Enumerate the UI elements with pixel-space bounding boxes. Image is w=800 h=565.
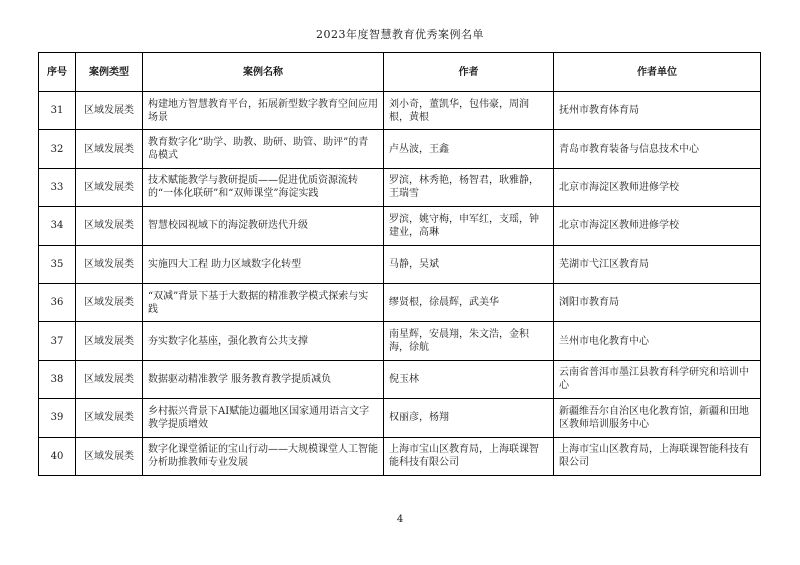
- case-org-cell: 兰州市电化教育中心: [554, 322, 761, 360]
- table-header-row: [39, 53, 761, 92]
- header-case-type: 案例类型: [76, 53, 143, 92]
- table-row: [39, 322, 761, 360]
- case-org-cell: 抚州市教育体育局: [554, 92, 761, 130]
- case-name-cell: “双减”背景下基于大数据的精准教学模式探索与实践: [143, 283, 384, 321]
- table-row: [39, 245, 761, 283]
- case-type-cell: 区域发展类: [76, 322, 143, 360]
- case-number-cell: 34: [39, 207, 76, 245]
- table-row: [39, 207, 761, 245]
- case-authors-cell: 南星辉，安晨翔，朱文浩，金积海，徐航: [384, 322, 554, 360]
- header-case-authors: 作者: [384, 53, 554, 92]
- case-type-cell: 区域发展类: [76, 207, 143, 245]
- case-type-cell: 区域发展类: [76, 168, 143, 206]
- case-org-cell: 青岛市教育装备与信息技术中心: [554, 130, 761, 168]
- case-org-cell: 浏阳市教育局: [554, 283, 761, 321]
- table-row: [39, 130, 761, 168]
- page-number: 4: [396, 514, 404, 525]
- table-row: [39, 283, 761, 321]
- case-org-cell: 北京市海淀区教师进修学校: [554, 168, 761, 206]
- case-number-cell: 40: [39, 437, 76, 475]
- table-body: [39, 92, 761, 476]
- case-number-cell: 33: [39, 168, 76, 206]
- case-name-cell: 数据驱动精准教学 服务教育教学提质减负: [143, 360, 384, 398]
- case-name-cell: 技术赋能教学与教研提质——促进优质资源流转的“一体化联研”和“双师课堂”海淀实践: [143, 168, 384, 206]
- case-org-cell: 芜湖市弋江区教育局: [554, 245, 761, 283]
- case-number-cell: 36: [39, 283, 76, 321]
- table-row: [39, 360, 761, 398]
- case-org-cell: 北京市海淀区教师进修学校: [554, 207, 761, 245]
- case-name-cell: 智慧校园视域下的海淀教研迭代升级: [143, 207, 384, 245]
- header-case-org: 作者单位: [554, 53, 761, 92]
- case-number-cell: 38: [39, 360, 76, 398]
- case-org-cell: 新疆维吾尔自治区电化教育馆，新疆和田地区教师培训服务中心: [554, 399, 761, 437]
- case-name-cell: 实施四大工程 助力区域数字化转型: [143, 245, 384, 283]
- case-name-cell: 教育数字化“助学、助教、助研、助管、助评”的青岛模式: [143, 130, 384, 168]
- case-authors-cell: 罗滨，姚守梅，申军红，支瑶，钟建业，高琳: [384, 207, 554, 245]
- case-type-cell: 区域发展类: [76, 283, 143, 321]
- case-number-cell: 31: [39, 92, 76, 130]
- header-case-number: 序号: [39, 53, 76, 92]
- case-authors-cell: 上海市宝山区教育局，上海联课智能科技有限公司: [384, 437, 554, 475]
- case-authors-cell: 马静，吴斌: [384, 245, 554, 283]
- case-authors-cell: 倪玉林: [384, 360, 554, 398]
- case-list-table: [38, 52, 761, 476]
- case-org-cell: 上海市宝山区教育局，上海联课智能科技有限公司: [554, 437, 761, 475]
- case-type-cell: 区域发展类: [76, 130, 143, 168]
- case-type-cell: 区域发展类: [76, 92, 143, 130]
- case-org-cell: 云南省普洱市墨江县教育科学研究和培训中心: [554, 360, 761, 398]
- table-row: [39, 168, 761, 206]
- case-authors-cell: 缪贤根，徐晨辉，武美华: [384, 283, 554, 321]
- document-title: 2023年度智慧教育优秀案例名单: [316, 28, 484, 41]
- case-name-cell: 夯实数字化基座，强化教育公共支撑: [143, 322, 384, 360]
- header-case-name: 案例名称: [143, 53, 384, 92]
- case-type-cell: 区域发展类: [76, 399, 143, 437]
- case-authors-cell: 卢丛波，王鑫: [384, 130, 554, 168]
- case-name-cell: 构建地方智慧教育平台，拓展新型数字教育空间应用场景: [143, 92, 384, 130]
- case-number-cell: 35: [39, 245, 76, 283]
- case-number-cell: 37: [39, 322, 76, 360]
- case-name-cell: 数字化课堂循证的宝山行动——大规模课堂人工智能分析助推教师专业发展: [143, 437, 384, 475]
- case-authors-cell: 罗滨，林秀艳，杨智君，耿雅静，王瑞雪: [384, 168, 554, 206]
- case-authors-cell: 权丽彦，杨翔: [384, 399, 554, 437]
- case-type-cell: 区域发展类: [76, 437, 143, 475]
- case-type-cell: 区域发展类: [76, 245, 143, 283]
- case-number-cell: 32: [39, 130, 76, 168]
- table-row: [39, 399, 761, 437]
- case-authors-cell: 刘小奇，董凯华，包伟豪，周润根，黄根: [384, 92, 554, 130]
- case-name-cell: 乡村振兴背景下AI赋能边疆地区国家通用语言文字教学提质增效: [143, 399, 384, 437]
- table-row: [39, 437, 761, 475]
- table-row: [39, 92, 761, 130]
- case-type-cell: 区域发展类: [76, 360, 143, 398]
- case-number-cell: 39: [39, 399, 76, 437]
